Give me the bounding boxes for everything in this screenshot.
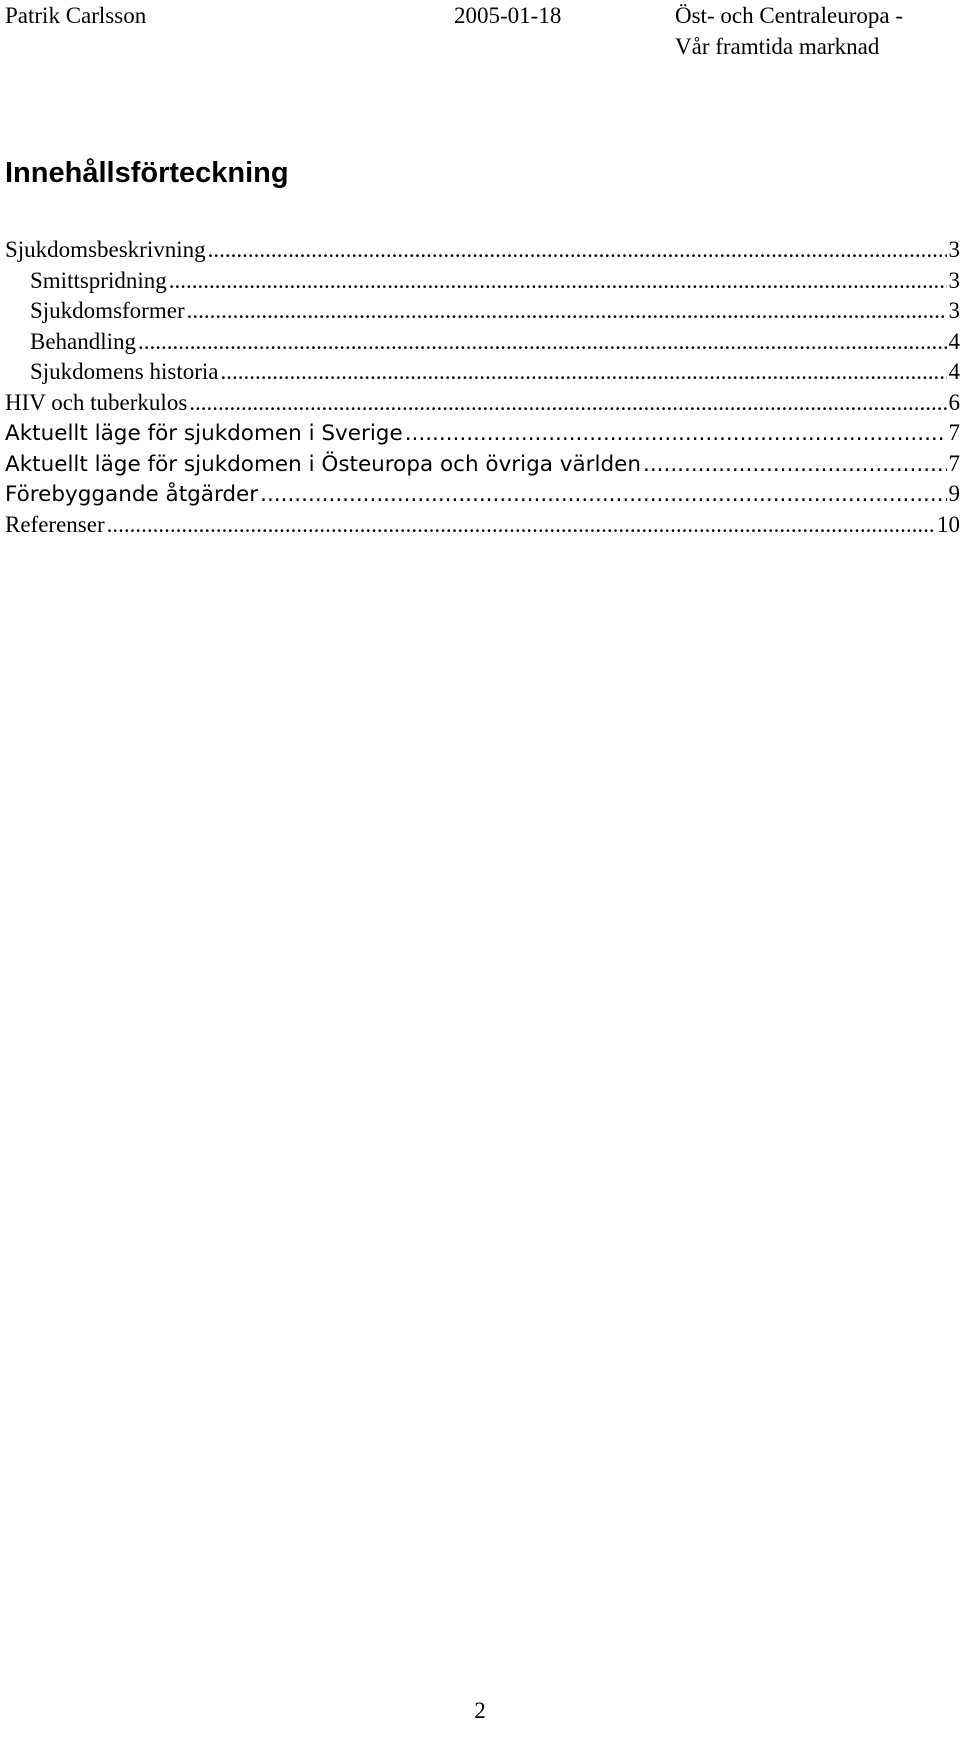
toc-entry-page: 7 xyxy=(948,450,960,476)
toc-entry-page: 9 xyxy=(948,481,960,506)
toc-entry-text: Sjukdomens historia xyxy=(30,359,219,384)
toc-leader xyxy=(405,419,947,449)
toc-heading: Innehållsförteckning xyxy=(5,157,289,189)
toc-entry-referenser[interactable] xyxy=(5,510,960,541)
toc-entry-page: 3 xyxy=(948,298,960,323)
page-number: 2 xyxy=(474,1698,486,1723)
toc-entry-text: Sjukdomsformer xyxy=(30,298,185,323)
toc-entry-page: 4 xyxy=(948,359,960,384)
toc-entry-text: Referenser xyxy=(5,511,105,537)
toc-entry-text: Behandling xyxy=(30,328,137,354)
toc-entry-text: Aktuellt läge för sjukdomen i Östeuropa och övriga världen xyxy=(5,451,641,477)
toc-entry-page: 3 xyxy=(948,237,960,262)
toc-entry-aktuellt-lage-sverige[interactable] xyxy=(5,418,960,449)
toc-leader xyxy=(260,480,946,510)
toc-entry-page: 7 xyxy=(948,420,960,445)
toc-entry-page: 4 xyxy=(948,328,960,354)
toc-entry-text: Förebyggande åtgärder xyxy=(5,482,259,507)
table-of-contents xyxy=(5,235,960,540)
toc-leader xyxy=(220,357,946,387)
header-title-line-1: Öst- och Centraleuropa - xyxy=(675,3,904,28)
toc-leader xyxy=(187,296,947,326)
toc-leader xyxy=(138,327,946,357)
toc-entry-page: 6 xyxy=(948,389,960,415)
toc-leader xyxy=(208,235,947,265)
header-title-line-2: Vår framtida marknad xyxy=(675,34,880,59)
toc-leader xyxy=(107,510,935,540)
toc-leader xyxy=(643,450,947,480)
header-title xyxy=(675,0,903,62)
header-author: Patrik Carlsson xyxy=(5,3,147,28)
toc-entry-sjukdomsbeskrivning[interactable] xyxy=(5,235,960,266)
toc-entry-sjukdomsformer[interactable] xyxy=(5,296,960,327)
toc-entry-hiv-och-tuberkulos[interactable] xyxy=(5,388,960,419)
toc-entry-text: HIV och tuberkulos xyxy=(5,389,188,415)
page-header xyxy=(5,0,960,70)
toc-leader xyxy=(189,388,946,418)
toc-entry-behandling[interactable] xyxy=(5,327,960,358)
toc-entry-text: Smittspridning xyxy=(30,267,167,293)
toc-entry-forebyggande-atgarder[interactable] xyxy=(5,479,960,510)
toc-entry-smittspridning[interactable] xyxy=(5,266,960,297)
toc-entry-sjukdomens-historia[interactable] xyxy=(5,357,960,388)
toc-leader xyxy=(169,266,947,296)
toc-entry-text: Aktuellt läge för sjukdomen i Sverige xyxy=(5,421,403,446)
toc-entry-aktuellt-lage-osteuropa[interactable] xyxy=(5,449,960,480)
toc-entry-page: 10 xyxy=(937,511,960,537)
header-date: 2005-01-18 xyxy=(454,3,562,28)
toc-entry-text: Sjukdomsbeskrivning xyxy=(5,237,206,262)
toc-entry-page: 3 xyxy=(948,267,960,293)
